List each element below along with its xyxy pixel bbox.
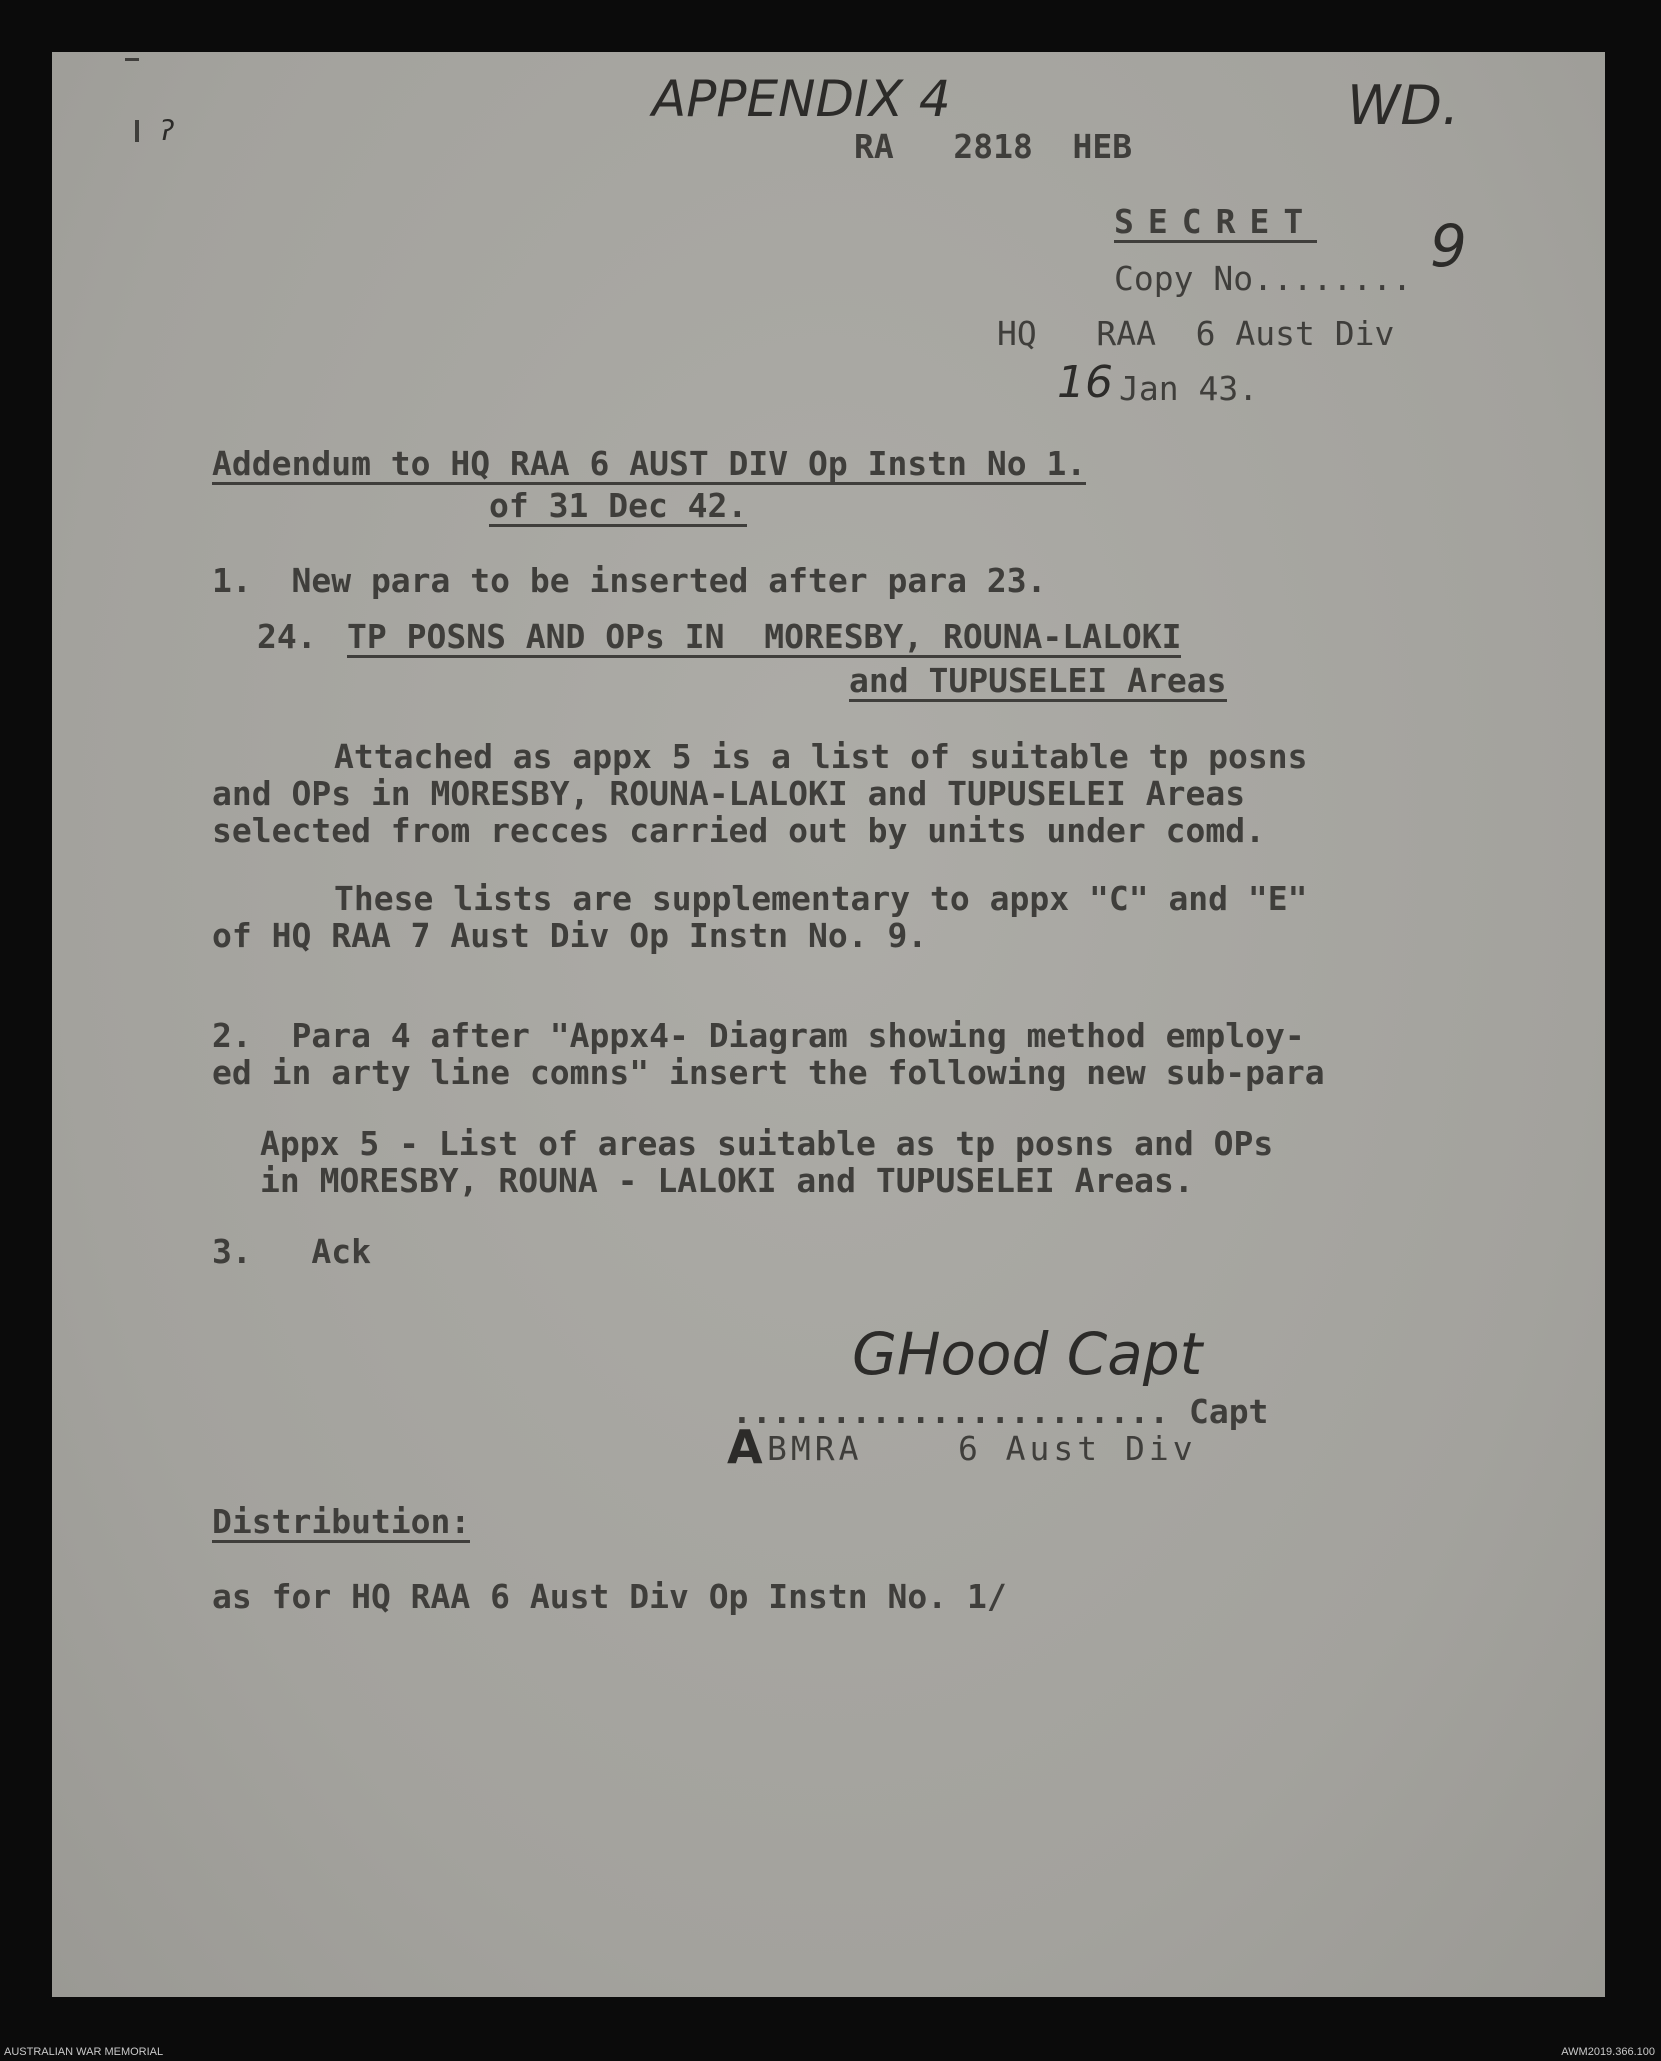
signature-role: BMRA 6 Aust Div	[767, 1429, 1197, 1468]
para24-body2-line: of HQ RAA 7 Aust Div Op Instn No. 9.	[212, 916, 928, 955]
classification-secret: SECRET	[1114, 202, 1318, 241]
distribution-heading: Distribution:	[212, 1502, 471, 1541]
document-page	[52, 52, 1605, 1997]
handwritten-copy-number: 9	[1430, 212, 1467, 280]
handwritten-appendix: APPENDIX 4	[652, 70, 951, 128]
hq-line: HQ RAA 6 Aust Div	[997, 314, 1395, 353]
para2-sub-line: in MORESBY, ROUNA - LALOKI and TUPUSELEI Areas.	[260, 1161, 1194, 1200]
distribution-text: as for HQ RAA 6 Aust Div Op Instn No. 1/	[212, 1577, 1007, 1616]
para24-number: 24.	[257, 617, 317, 656]
para2-line: 2. Para 4 after "Appx4- Diagram showing method employ-	[212, 1016, 1305, 1055]
para24-heading-line2: and TUPUSELEI Areas	[849, 661, 1227, 700]
para2-sub-line: Appx 5 - List of areas suitable as tp posns and OPs	[260, 1124, 1274, 1163]
copy-number-label: Copy No........	[1114, 259, 1413, 298]
para24-body1-line: selected from recces carried out by units under comd.	[212, 811, 1265, 850]
signature-dots: ...................... Capt	[732, 1392, 1269, 1431]
handwritten-signature: GHood Capt	[852, 1320, 1203, 1388]
para24-body1-line: and OPs in MORESBY, ROUNA-LALOKI and TUPUSELEI Areas	[212, 774, 1246, 813]
handwritten-wd: WD.	[1347, 74, 1460, 137]
para3-ack: 3. Ack	[212, 1232, 371, 1271]
margin-mark	[135, 120, 139, 142]
document-title-line2: of 31 Dec 42.	[489, 486, 748, 525]
footer-institution: AUSTRALIAN WAR MEMORIAL	[4, 2046, 164, 2058]
para24-heading-line1: TP POSNS AND OPs IN MORESBY, ROUNA-LALOKI	[347, 617, 1182, 656]
para2-line: ed in arty line comns" insert the following new sub-para	[212, 1053, 1325, 1092]
margin-scribble: ʔ	[160, 114, 175, 147]
reference-number: RA 2818 HEB	[854, 127, 1133, 166]
handwritten-day: 16	[1057, 357, 1113, 408]
para24-body2-line: These lists are supplementary to appx "C" and "E"	[334, 879, 1308, 918]
para1-lead: 1. New para to be inserted after para 23.	[212, 561, 1047, 600]
date-line: Jan 43.	[1119, 369, 1259, 408]
margin-mark	[125, 58, 139, 61]
para24-body1-line: Attached as appx 5 is a list of suitable tp posns	[334, 737, 1308, 776]
footer-accession: AWM2019.366.100	[1561, 2046, 1655, 2058]
handwritten-initial: A	[727, 1420, 763, 1474]
document-title-line1: Addendum to HQ RAA 6 AUST DIV Op Instn No 1.	[212, 444, 1087, 483]
